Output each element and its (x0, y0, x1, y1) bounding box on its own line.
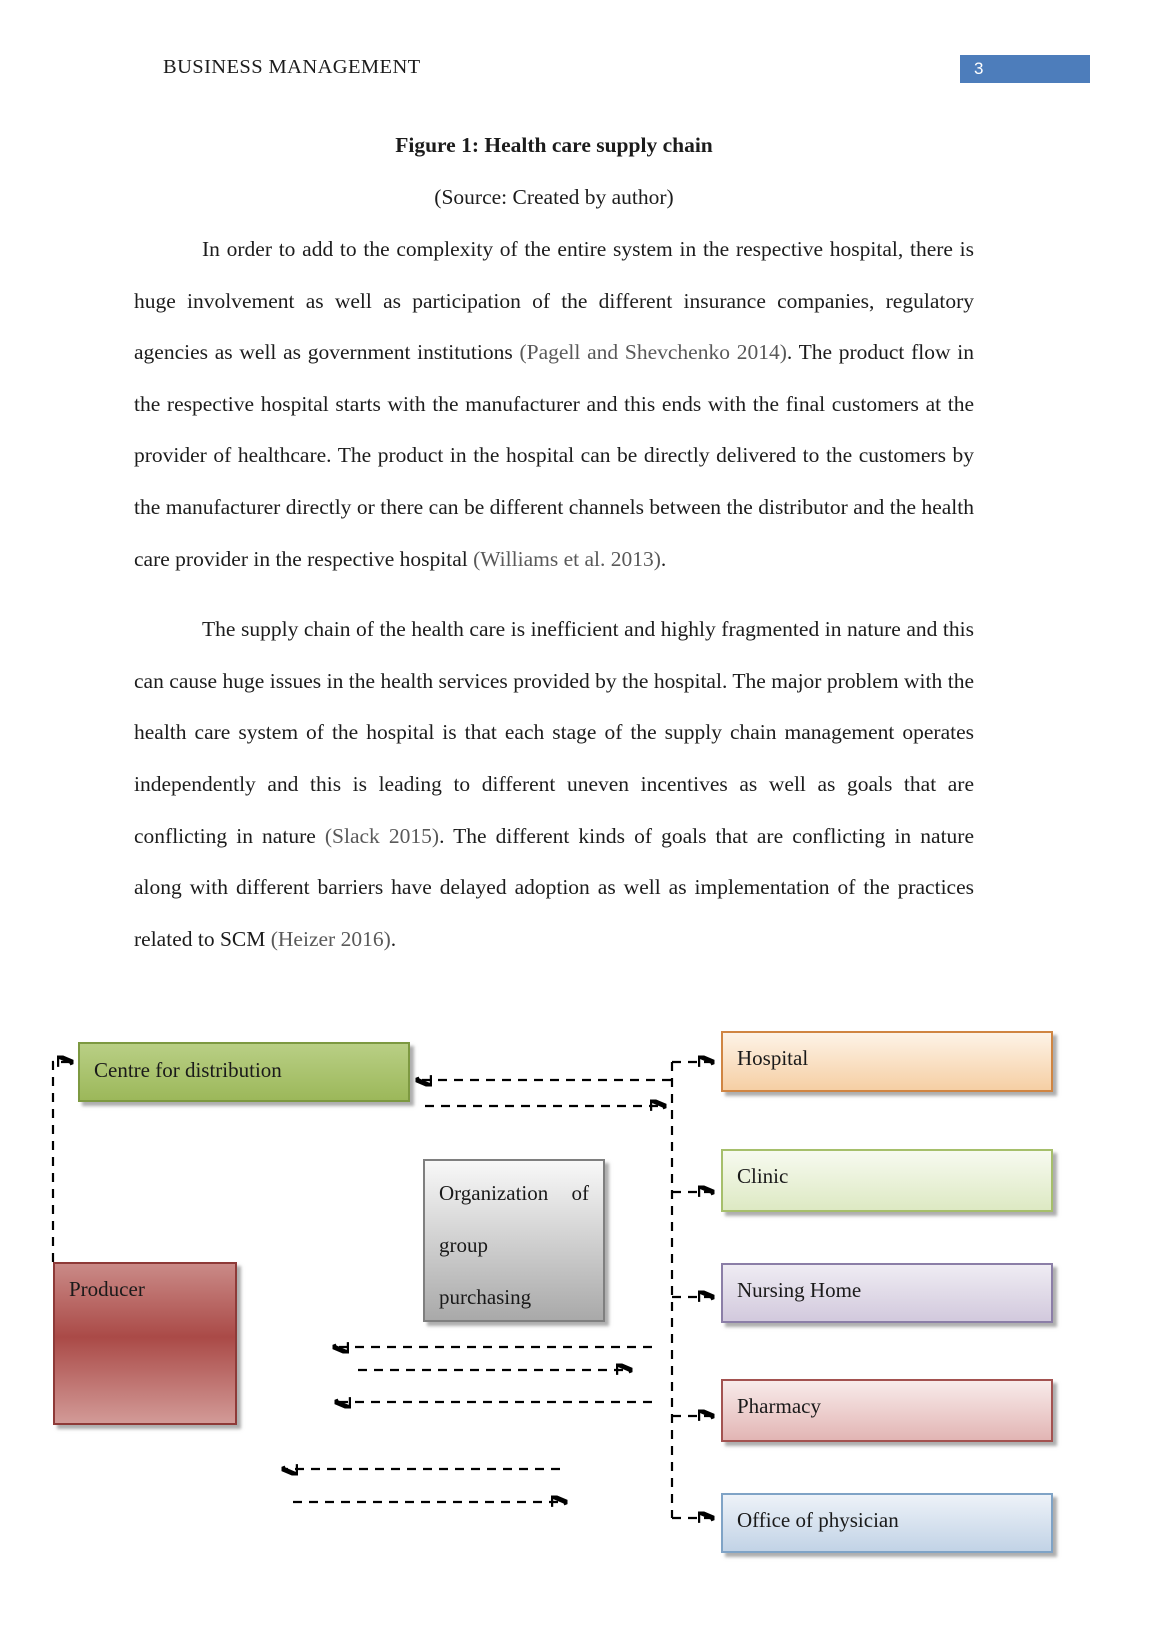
diagram-box-label: Organization of (439, 1181, 589, 1205)
diagram-box-label: Producer (69, 1277, 145, 1301)
diagram-box-label: Clinic (737, 1164, 789, 1188)
paragraph-text: In order to add to the complexity of the entire system in the respective hospital, there is huge involvement as well as participation of the different insurance companies, regulatory agencies as well as government institutions (134, 237, 974, 365)
diagram-box-label: Centre for distribution (94, 1058, 282, 1082)
diagram-box-label: Pharmacy (737, 1394, 821, 1418)
paragraph-text: . (660, 546, 667, 571)
citation-text: (Heizer 2016) (270, 926, 391, 951)
diagram-box-label: Hospital (737, 1046, 809, 1070)
diagram-box-label: purchasing (439, 1285, 532, 1309)
connector-producer-to-centre (53, 1062, 70, 1262)
figure-caption: Figure 1: Health care supply chain (395, 133, 713, 157)
diagram-box-pharmacy (721, 1379, 1053, 1442)
diagram-box-office (721, 1493, 1053, 1553)
paragraph-text: The supply chain of the health care is inefficient and highly fragmented in nature and this can cause huge issues in the health services provided by the hospital. The major problem with the health care system of the hospital is that each stage of the supply chain management operates independently and this is leading to different uneven incentives as well as goals that are conflicting in nature (134, 617, 974, 848)
document-content (134, 133, 974, 965)
diagram-box-label: Nursing Home (737, 1278, 862, 1302)
diagram-box-producer (53, 1262, 237, 1425)
body-text (134, 224, 974, 965)
paragraph-text: . (390, 926, 397, 951)
citation-text: (Pagell and Shevchenko 2014) (519, 340, 787, 365)
diagram-box-gpo (423, 1159, 605, 1322)
diagram-box-label: Office of physician (737, 1508, 899, 1532)
diagram-box-label: group (439, 1233, 488, 1257)
diagram-box-centre (78, 1042, 410, 1102)
page-number-badge (960, 55, 1090, 83)
page-number: 3 (974, 59, 984, 78)
diagram-box-hospital (721, 1031, 1053, 1092)
diagram-box-clinic (721, 1149, 1053, 1212)
citation-text: (Slack 2015) (324, 823, 440, 848)
diagram-box-nursing (721, 1263, 1053, 1323)
citation-text: (Williams et al. 2013) (473, 546, 661, 571)
body-paragraph (134, 604, 974, 965)
body-paragraph (134, 224, 974, 585)
paragraph-text: . The different kinds of goals that are conflicting in nature along with different barriers have delayed adoption as well as implementation of the practices related to SCM (134, 823, 974, 951)
paragraph-text: . The product flow in the respective hospital starts with the manufacturer and this ends with the final customers at the provider of healthcare. The product in the hospital can be directly delivered to the customers by the manufacturer directly or there can be different channels between the distributor and the health care provider in the respective hospital (134, 340, 974, 571)
figure-source: (Source: Created by author) (434, 185, 674, 209)
header-title: BUSINESS MANAGEMENT (163, 56, 421, 78)
